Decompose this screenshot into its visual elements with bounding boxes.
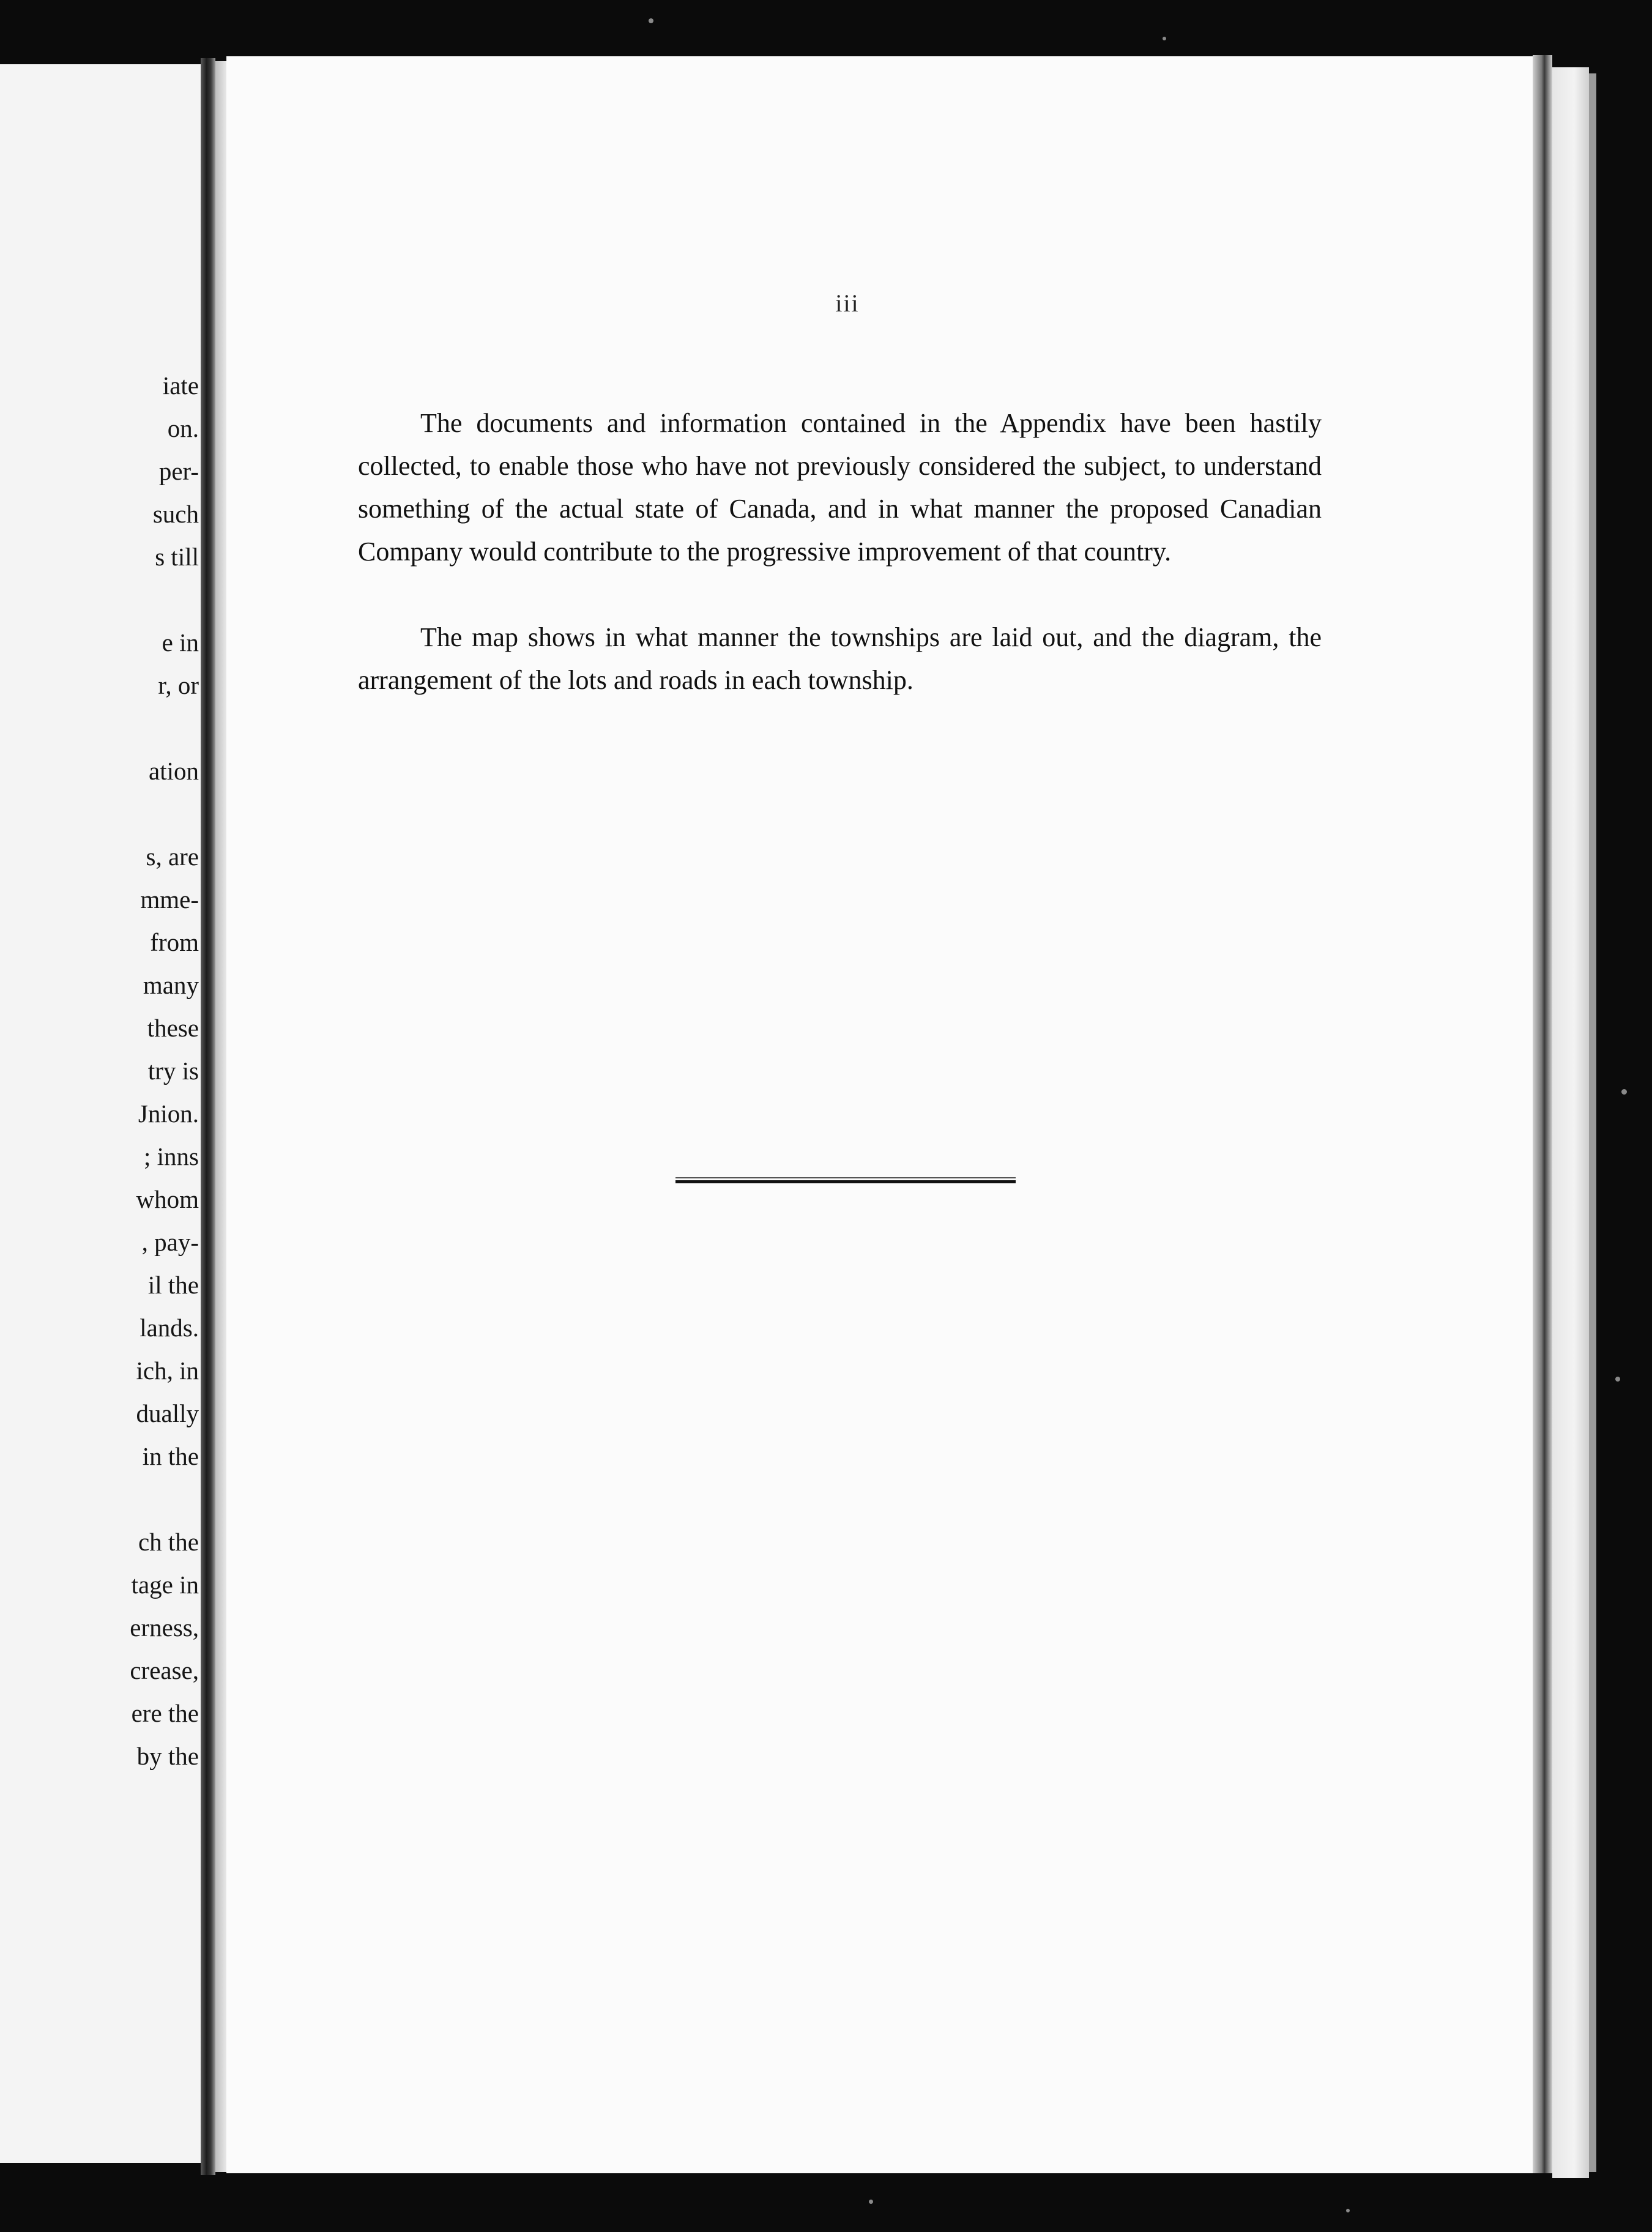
left-page-line: in the <box>142 1442 199 1470</box>
left-page-line: ch the <box>138 1528 199 1556</box>
left-page-line: r, or <box>158 671 199 699</box>
left-page-line: s till <box>155 543 199 571</box>
page-number: iii <box>835 289 860 317</box>
scan-speck <box>1163 37 1166 40</box>
left-page-line: by the <box>136 1742 199 1770</box>
left-page-line: per- <box>158 457 199 485</box>
left-page-line: ich, in <box>136 1356 199 1385</box>
section-divider-rule <box>675 1177 1016 1183</box>
left-page-line: tage in <box>131 1571 199 1599</box>
scan-speck <box>649 18 653 23</box>
scan-speck <box>1346 2209 1350 2212</box>
left-page-line: such <box>152 500 199 528</box>
page-edge-shadow <box>1533 55 1552 2173</box>
scan-speck <box>1621 1089 1627 1095</box>
current-page <box>226 56 1542 2173</box>
left-page-line: iate <box>162 371 199 400</box>
left-page-line: ere the <box>131 1699 199 1727</box>
left-page-line: lands. <box>140 1314 199 1342</box>
left-page-line: mme- <box>140 885 199 913</box>
left-page-line: on. <box>167 414 199 442</box>
left-page-line: , pay- <box>141 1228 199 1256</box>
body-paragraph: The documents and information contained in the Appendix have been hastily collected, to enable those who have not previously considered the subject, to understand something of the actual state of Canada, and in what manner the proposed Canadian Company would contribute to the progressive improvement of that country. <box>358 408 1322 567</box>
body-paragraph: The map shows in what manner the townships are laid out, and the diagram, the arrangement of the lots and roads in each township. <box>358 622 1322 695</box>
left-page-line: crease, <box>130 1656 199 1684</box>
scan-speck <box>869 2200 873 2204</box>
left-page-line: erness, <box>130 1613 199 1642</box>
scan-speck <box>1615 1377 1620 1382</box>
left-page-line: whom <box>136 1185 199 1213</box>
left-page-line: ation <box>149 757 199 785</box>
left-page-line: dually <box>136 1399 199 1427</box>
left-page-line: il the <box>147 1271 199 1299</box>
page-stack-edge <box>1552 67 1589 2178</box>
left-page-line: e in <box>162 628 199 657</box>
left-page-line: from <box>150 928 199 956</box>
page-stack-outline <box>1589 73 1596 2172</box>
left-page-line: many <box>143 971 199 999</box>
left-page-line: Jnion. <box>138 1099 199 1128</box>
left-page-line: these <box>147 1014 199 1042</box>
previous-page-fragment <box>0 64 202 2163</box>
binding-gutter <box>201 58 215 2175</box>
left-page-line: ; inns <box>144 1142 199 1170</box>
binding-gutter-highlight <box>215 61 226 2172</box>
left-page-line: s, are <box>146 843 199 871</box>
left-page-line: try is <box>147 1057 199 1085</box>
